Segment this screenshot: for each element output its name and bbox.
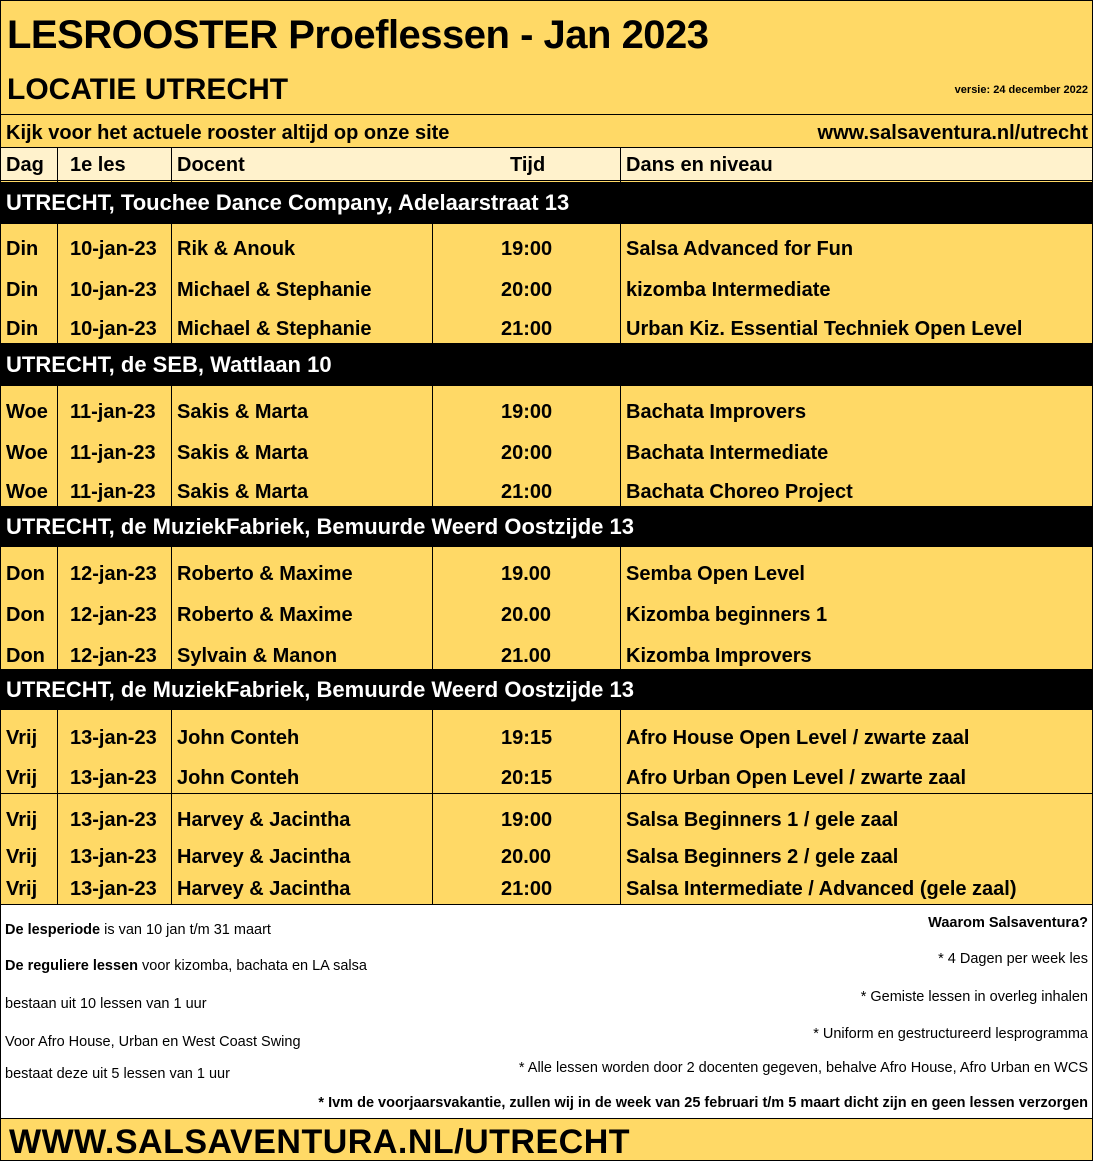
cell-day: Vrij (6, 767, 38, 789)
cell-time: 20:00 (501, 442, 553, 464)
footer-url: WWW.SALSAVENTURA.NL/UTRECHT (9, 1123, 631, 1161)
cell-time: 19:15 (501, 727, 553, 749)
column-divider (171, 386, 172, 506)
column-divider (620, 710, 621, 904)
why-point-1: * 4 Dagen per week les (938, 951, 1088, 967)
column-divider (620, 547, 621, 669)
info-afro-line2: bestaat deze uit 5 lessen van 1 uur (5, 1066, 230, 1082)
cell-day: Din (6, 279, 39, 301)
column-header-date: 1e les (70, 154, 126, 176)
cell-dance: Salsa Beginners 1 / gele zaal (626, 809, 899, 831)
why-point-4: * Alle lessen worden door 2 docenten gegeven, behalve Afro House, Afro Urban en WCS (518, 1060, 1088, 1076)
cell-day: Vrij (6, 727, 38, 749)
cell-teacher: Rik & Anouk (177, 238, 296, 260)
cell-dance: Bachata Improvers (626, 401, 807, 423)
cell-teacher: Sakis & Marta (177, 442, 309, 464)
cell-date: 10-jan-23 (70, 279, 157, 301)
cell-dance: Salsa Beginners 2 / gele zaal (626, 846, 899, 868)
cell-time: 21.00 (501, 645, 552, 667)
cell-time: 20.00 (501, 846, 552, 868)
info-period-text: is van 10 jan t/m 31 maart (100, 922, 271, 938)
location-header: UTRECHT, Touchee Dance Company, Adelaarstraat 13 (1, 182, 1092, 224)
cell-time: 21:00 (501, 481, 553, 503)
column-header-teacher: Docent (177, 154, 245, 176)
cell-time: 20.00 (501, 604, 552, 626)
cell-dance: Kizomba beginners 1 (626, 604, 828, 626)
site-url-top: www.salsaventura.nl/utrecht (817, 122, 1088, 144)
cell-day: Vrij (6, 809, 38, 831)
cell-date: 10-jan-23 (70, 238, 157, 260)
cell-teacher: Harvey & Jacintha (177, 809, 351, 831)
cell-time: 19:00 (501, 401, 553, 423)
cell-teacher: John Conteh (177, 727, 300, 749)
column-divider (171, 148, 172, 182)
cell-time: 20:00 (501, 279, 553, 301)
cell-time: 21:00 (501, 878, 553, 900)
cell-dance: Kizomba Improvers (626, 645, 812, 667)
row-group-divider (1, 793, 1092, 794)
cell-dance: kizomba Intermediate (626, 279, 831, 301)
cell-time: 19.00 (501, 563, 552, 585)
cell-teacher: Sakis & Marta (177, 481, 309, 503)
info-regular-label: De reguliere lessen (5, 958, 138, 974)
column-divider (432, 547, 433, 669)
info-regular-text: voor kizomba, bachata en LA salsa (138, 958, 367, 974)
cell-dance: Semba Open Level (626, 563, 805, 585)
cell-date: 13-jan-23 (70, 767, 157, 789)
cell-date: 13-jan-23 (70, 727, 157, 749)
column-divider (57, 386, 58, 506)
cell-date: 12-jan-23 (70, 645, 157, 667)
column-divider (620, 386, 621, 506)
cell-date: 11-jan-23 (70, 401, 156, 423)
cell-time: 19:00 (501, 238, 553, 260)
location-title: LOCATIE UTRECHT (7, 73, 289, 106)
holiday-notice: * Ivm de voorjaarsvakantie, zullen wij in de week van 25 februari t/m 5 maart dicht zijn en geen lessen verzorgen (318, 1095, 1088, 1111)
cell-teacher: Roberto & Maxime (177, 604, 353, 626)
cell-day: Don (6, 604, 45, 626)
cell-day: Woe (6, 481, 48, 503)
info-regular (5, 957, 367, 975)
cell-date: 11-jan-23 (70, 481, 156, 503)
info-afro-line1: Voor Afro House, Urban en West Coast Swing (5, 1034, 301, 1050)
info-panel (1, 904, 1092, 1119)
cell-day: Din (6, 238, 39, 260)
column-divider (171, 710, 172, 904)
cell-teacher: Michael & Stephanie (177, 318, 372, 340)
page-title: LESROOSTER Proeflessen - Jan 2023 (7, 13, 709, 57)
cell-day: Din (6, 318, 39, 340)
divider (1, 114, 1092, 115)
cell-dance: Bachata Intermediate (626, 442, 829, 464)
cell-dance: Afro Urban Open Level / zwarte zaal (626, 767, 967, 789)
column-divider (432, 224, 433, 343)
cell-teacher: Harvey & Jacintha (177, 878, 351, 900)
column-divider (432, 710, 433, 904)
location-header: UTRECHT, de MuziekFabriek, Bemuurde Weerd Oostzijde 13 (1, 669, 1092, 710)
cell-time: 21:00 (501, 318, 553, 340)
info-period (5, 921, 271, 939)
column-divider (620, 148, 621, 182)
version-label: versie: 24 december 2022 (954, 84, 1088, 96)
cell-teacher: Harvey & Jacintha (177, 846, 351, 868)
column-divider (57, 547, 58, 669)
location-header: UTRECHT, de SEB, Wattlaan 10 (1, 343, 1092, 386)
why-point-2: * Gemiste lessen in overleg inhalen (860, 989, 1088, 1005)
cell-time: 20:15 (501, 767, 553, 789)
cell-teacher: Michael & Stephanie (177, 279, 372, 301)
cell-dance: Salsa Intermediate / Advanced (gele zaal) (626, 878, 1017, 900)
cell-dance: Afro House Open Level / zwarte zaal (626, 727, 970, 749)
cell-day: Don (6, 645, 45, 667)
cell-teacher: John Conteh (177, 767, 300, 789)
column-divider (171, 224, 172, 343)
cell-date: 10-jan-23 (70, 318, 157, 340)
cell-date: 12-jan-23 (70, 563, 157, 585)
notice-text: Kijk voor het actuele rooster altijd op onze site (6, 122, 450, 144)
column-divider (171, 547, 172, 669)
column-divider (57, 710, 58, 904)
cell-day: Woe (6, 442, 48, 464)
table-header (1, 147, 1092, 181)
column-header-dance: Dans en niveau (626, 154, 773, 176)
column-header-time: Tijd (510, 154, 546, 176)
cell-day: Don (6, 563, 45, 585)
cell-day: Vrij (6, 846, 38, 868)
column-divider (57, 148, 58, 182)
cell-teacher: Sylvain & Manon (177, 645, 338, 667)
column-divider (57, 224, 58, 343)
cell-teacher: Sakis & Marta (177, 401, 309, 423)
cell-time: 19:00 (501, 809, 553, 831)
cell-day: Woe (6, 401, 48, 423)
column-header-day: Dag (6, 154, 44, 176)
info-period-label: De lesperiode (5, 922, 101, 938)
column-divider (620, 224, 621, 343)
cell-dance: Bachata Choreo Project (626, 481, 853, 503)
column-divider (432, 386, 433, 506)
cell-day: Vrij (6, 878, 38, 900)
cell-date: 12-jan-23 (70, 604, 157, 626)
cell-dance: Salsa Advanced for Fun (626, 238, 854, 260)
cell-date: 13-jan-23 (70, 809, 157, 831)
why-heading: Waarom Salsaventura? (928, 915, 1088, 931)
cell-date: 13-jan-23 (70, 846, 157, 868)
cell-teacher: Roberto & Maxime (177, 563, 353, 585)
cell-date: 13-jan-23 (70, 878, 157, 900)
location-header: UTRECHT, de MuziekFabriek, Bemuurde Weerd Oostzijde 13 (1, 506, 1092, 547)
why-point-3: * Uniform en gestructureerd lesprogramma (813, 1026, 1088, 1042)
info-regular-line2: bestaan uit 10 lessen van 1 uur (5, 996, 207, 1012)
cell-dance: Urban Kiz. Essential Techniek Open Level (626, 318, 1023, 340)
cell-date: 11-jan-23 (70, 442, 156, 464)
